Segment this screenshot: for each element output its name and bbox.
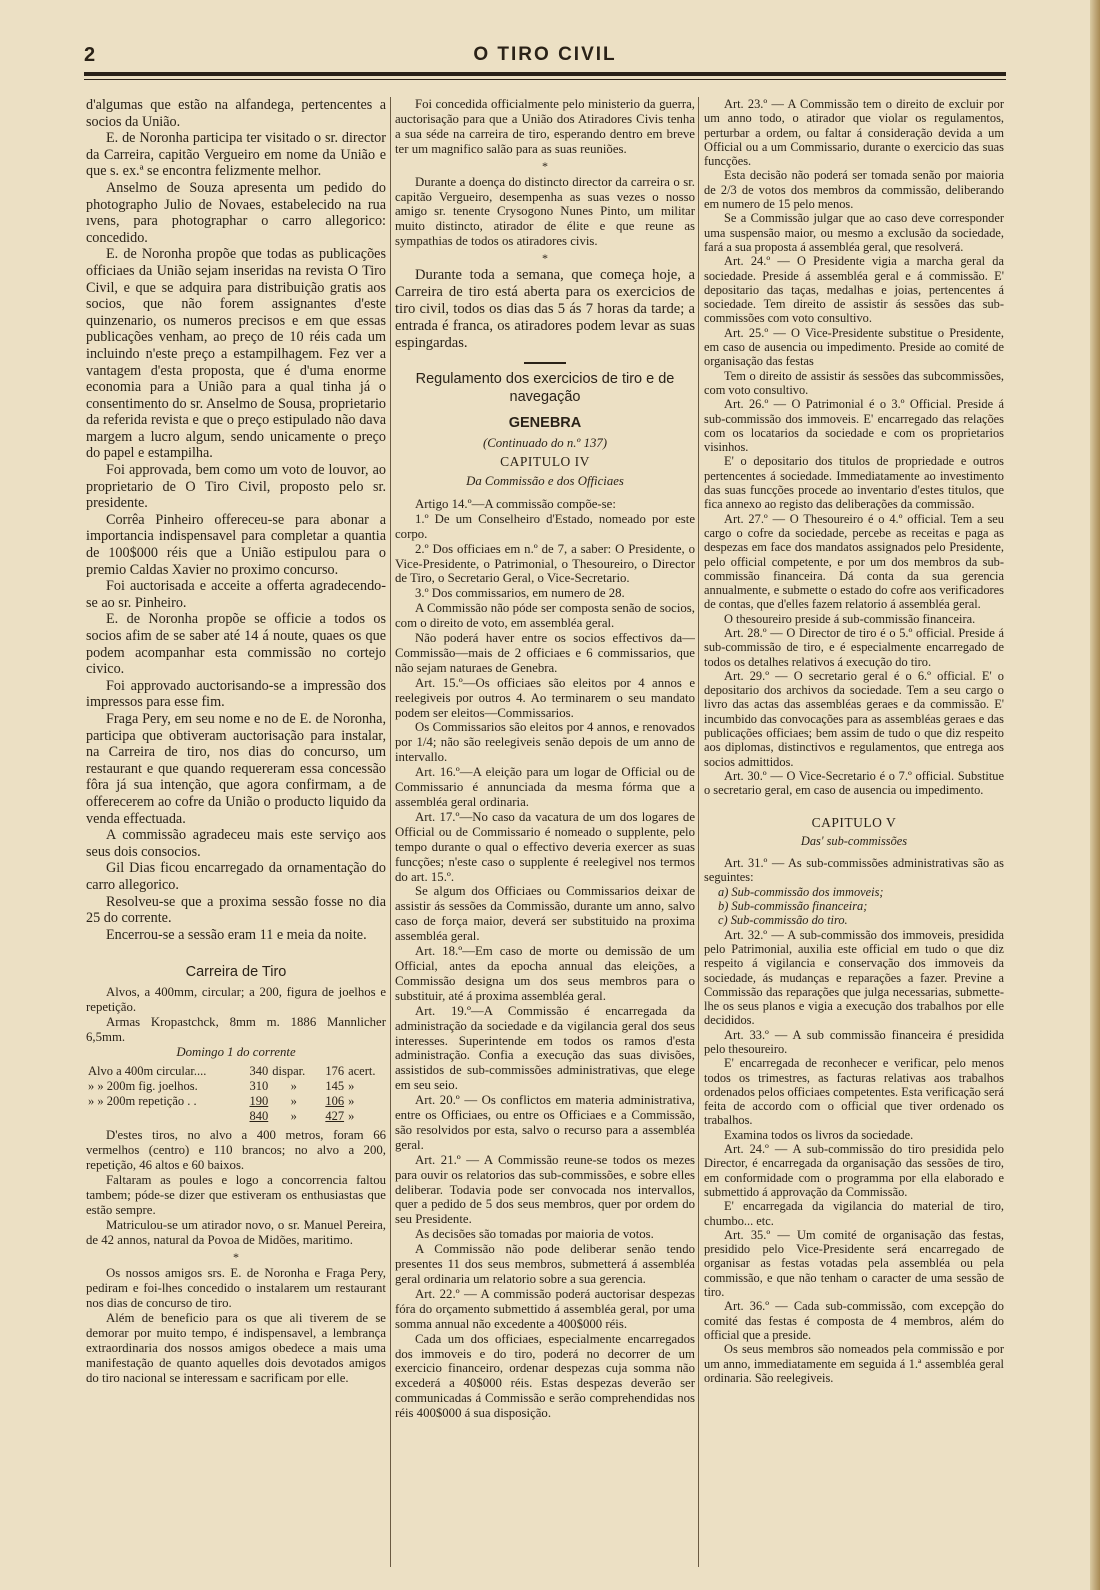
header-rule-thin xyxy=(84,79,1006,80)
paragraph: Cada um dos officiaes, especialmente encarregados dos immoveis e do tiro, poderá no decorrer de um exercicio financeiro, ordenar despezas cuja somma não excederá a 40$000 réis. Estas despezas deverão ser communicadas á Commissão e serão comprehendidas nos réis 400$000 á sua disposição. xyxy=(395,1331,695,1421)
table-cell: 145 xyxy=(325,1079,345,1094)
masthead-title: O TIRO CIVIL xyxy=(473,44,617,65)
column-1 xyxy=(86,97,386,1577)
paragraph: Esta decisão não poderá ser tomada senão por maioria de 2/3 de votos dos membros da commissão, deliberando em numero de 15 pelo menos. xyxy=(704,168,1004,212)
paragraph: Não poderá haver entre os socios effectivos da—Commissão—mais de 2 officiaes e 6 commissarios, que não sejam naturaes de Genebra. xyxy=(395,631,695,675)
table-cell: 427 xyxy=(325,1109,345,1124)
paragraph: Matriculou-se um atirador novo, o sr. Manuel Pereira, de 42 annos, natural da Povoa de Midões, maritimo. xyxy=(86,1218,386,1248)
paragraph: Art. 33.º — A sub commissão financeira é presidida pelo thesoureiro. xyxy=(704,1027,1004,1056)
score-table xyxy=(86,1064,386,1124)
paragraph: Art. 27.º — O Thesoureiro é o 4.º official. Tem a seu cargo o cofre da sociedade, percebe as receitas e paga as despezas em face dos mandatos assignados pelo Presidente, pelo official competente, e por um dos membros da sub-commissão financeira. Dá conta da sua gerencia annualmente, e submette o estado do cofre aos verificadores de contas, que d'elles fazem relatorio á assembléa geral. xyxy=(704,511,1004,612)
paragraph: Durante toda a semana, que começa hoje, a Carreira de tiro está aberta para os exercicios de tiro civil, todos os dias das 5 ás 7 horas da tarde; a entrada é franca, os atiradores podem levar as suas espingardas. xyxy=(395,267,695,352)
list-item: a) Sub-commissão dos immoveis; xyxy=(718,884,884,899)
table-cell: » xyxy=(348,1094,355,1109)
table-cell: acert. xyxy=(348,1064,376,1079)
paragraph: Art. 28.º — O Director de tiro é o 5.º official. Preside á sub-commissão de tiro, e é especialmente encarregado de todos os detalhes relativos á execução do tiro. xyxy=(704,625,1004,669)
list-item: c) Sub-commissão do tiro. xyxy=(718,913,848,928)
paragraph: Art. 19.º—A Commissão é encarregada da administração da sociedade e da vigilancia geral dos seus interesses. Superintende em todos os ramos d'esta administração. Confia a execução das suas divisões, assistidos de sub-commissões administrativas, que elege em seu seio. xyxy=(395,1003,695,1093)
regulation-city: GENEBRA xyxy=(508,415,582,432)
paragraph: O thesoureiro preside á sub-commissão financeira. xyxy=(724,611,976,626)
date-line: Domingo 1 do corrente xyxy=(176,1045,296,1060)
paragraph: D'estes tiros, no alvo a 400 metros, foram 66 vermelhos (centro) e 110 brancos; no alvo a 200, repetição, 46 altos e 60 baixos. xyxy=(86,1128,386,1173)
table-cell: » xyxy=(290,1079,297,1094)
paragraph: Durante a doença do distincto director da carreira o sr. capitão Vergueiro, desempenha as suas vezes o nosso amigo sr. tenente Crysogono Nunes Pinto, um militar muito distincto, atirador de élite e que reune as sympathias de todos os atiradores civis. xyxy=(395,174,695,249)
chapter-subheading: Das' sub-commissões xyxy=(800,833,908,848)
column-divider-2 xyxy=(698,97,699,1567)
paragraph: Art. 32.º — A sub-commissão dos immoveis, presidida pelo Patrimonial, auxilia este official em tudo o que diz respeito á vigilancia e conservação dos immoveis da sociedade, ás mudanças e reparações a fazer. Previne a Commissão das reparações que julga necessarias, submette-lhe os seus planos e vigia a execução dos trabalhos por elle decididos. xyxy=(704,927,1004,1028)
paragraph: Foi auctorisada e acceite a offerta agradecendo-se ao sr. Pinheiro. xyxy=(86,578,386,611)
chapter-subheading: Da Commissão e dos Officiaes xyxy=(466,473,624,488)
paragraph: As decisões são tomadas por maioria de votos. xyxy=(415,1227,654,1242)
paragraph: Resolveu-se que a proxima sessão fosse no dia 25 do corrente. xyxy=(86,893,386,927)
paragraph: Art. 24.º — A sub-commissão do tiro presidida pelo Director, é encarregada da organisação das sessões de tiro, em conformidade com o programma por ella elaborado e submettido á approvação da Commissão. xyxy=(704,1142,1004,1199)
paragraph: Art. 22.º — A commissão poderá auctorisar despezas fóra do orçamento submettido á assembléa geral, por uma somma annual não excedente a 400$000 réis. xyxy=(395,1286,695,1331)
paragraph: 3.º Dos commissarios, em numero de 28. xyxy=(415,586,625,601)
paragraph: Examina todos os livros da sociedade. xyxy=(724,1127,914,1142)
paragraph: E. de Noronha propõe que todas as publicações officiaes da União sejam inseridas na revista O Tiro Civil, e que se adquira para distribuição gratis aos socios, que não forem assignantes d'este quinzenario, os numeros precisos e em que essas publicações venham, ao preço de 10 réis cada um incluindo n'este preço a estampilhagem. Fez ver a vantagem d'esta proposta, que é d'uma enorme economia para a União para a qual tinha já o consentimento do sr. Anselmo de Sousa, proprietario da referida revista e que o preço estipulado não dava margem a lucro algum, sendo unicamente o preço do papel e estampilha. xyxy=(86,246,386,462)
table-cell: » xyxy=(290,1109,297,1124)
paragraph: Se a Commissão julgar que ao caso deve corresponder uma suspensão maior, ou mesmo a exclusão da sociedade, fará a sua proposta á assembléa geral, que resolverá. xyxy=(704,211,1004,254)
paragraph: Art. 30.º — O Vice-Secretario é o 7.º official. Substitue o secretario geral, em caso de ausencia ou impedimento. xyxy=(704,768,1004,798)
paragraph: Foi concedida officialmente pelo ministerio da guerra, auctorisação para que a União dos Atiradores Civis tenha a sua séde na carreira de tiro, esperando dentro em breve ter um magnifico salão para as suas reuniões. xyxy=(395,97,695,156)
paragraph: Art. 18.º—Em caso de morte ou demissão de um Official, antes da epocha annual das eleições, a Commissão designa um dos seus membros para o substituir, até á proxima assembléa geral. xyxy=(395,944,695,1003)
paragraph: Foi approvado auctorisando-se a impressão dos impressos para esse fim. xyxy=(86,677,386,711)
list-item: b) Sub-commissão financeira; xyxy=(718,899,868,914)
table-row xyxy=(86,1079,386,1094)
chapter-heading: CAPITULO IV xyxy=(500,454,590,470)
table-cell xyxy=(86,1109,241,1124)
paragraph: Art. 21.º — A Commissão reune-se todos os mezes para ouvir os relatorios das sub-commissões, e sobre elles deliberar. Todavia pode ser convocada nos intervallos, quer a pedido de 5 dos seus membros, quer por ordem do seu Presidente. xyxy=(395,1152,695,1227)
table-cell: 190 xyxy=(249,1094,269,1109)
paragraph: A Commissão não póde ser composta senão de socios, com o direito de voto, em assembléa geral. xyxy=(395,601,695,631)
paragraph: Alvos, a 400mm, circular; a 200, figura de joelhos e repetição. xyxy=(86,985,386,1015)
paragraph: Anselmo de Souza apresenta um pedido do photographo Julio de Novaes, estabelecido na rua ıvens, para photographar o carro allegorico: concedido. xyxy=(86,179,386,246)
section-title-carreira: Carreira de Tiro xyxy=(185,964,287,981)
column-2 xyxy=(395,97,695,1577)
paragraph: 1.º De um Conselheiro d'Estado, nomeado por este corpo. xyxy=(395,511,695,541)
paragraph: E' encarregada da vigilancia do material de tiro, chumbo... etc. xyxy=(704,1199,1004,1228)
paragraph: Art. 26.º — O Patrimonial é o 3.º Official. Preside á sub-commissão dos immoveis. E' encarregado das relações com os locatarios da sociedade e com os proprietarios visinhos. xyxy=(704,397,1004,455)
table-row xyxy=(86,1064,386,1079)
paragraph: Art. 25.º — O Vice-Presidente substitue o Presidente, em caso de ausencia ou impedimento. Preside ao comité de organisação das festas xyxy=(704,325,1004,369)
paragraph: Se algum dos Officiaes ou Commissarios deixar de assistir ás sessões da Commissão, durante um anno, salvo caso de força maior, deverá ser substituido na proxima assembléa geral. xyxy=(395,884,695,944)
table-cell: » xyxy=(348,1079,355,1094)
paragraph: Os seus membros são nomeados pela commissão e por um anno, immediatamente em seguida á 1.ª assembléa geral ordinaria. São reelegiveis. xyxy=(704,1342,1004,1385)
table-cell: 310 xyxy=(249,1079,269,1094)
paragraph: Encerrou-se a sessão eram 11 e meia da noite. xyxy=(106,926,367,943)
paragraph: E' o depositario dos titulos de propriedade e outros pertencentes á sociedade. Immediatamente ao investimento das suas funcções procede ao inventario d'estes titulos, que fica annexo ao registo das deliberações da commissão. xyxy=(704,454,1004,512)
paragraph: Além de beneficio para os que ali tiverem de se demorar por muito tempo, é indispensavel, a lembrança extraordinaria dos nossos amigos obedece a mais uma manifestação de quanto aquelles dois devotados amigos do tiro nacional se interessam e sacrificam por elle. xyxy=(86,1311,386,1386)
paragraph: E. de Noronha propõe se officie a todos os socios afim de se saber até 14 á noute, quaes os que podem acompanhar esta commissão no cortejo civico. xyxy=(86,611,386,678)
paragraph: Art. 15.º—Os officiaes são eleitos por 4 annos e reelegiveis por outros 4. Ao terminarem o seu mandato podem ser eleitos—Commissarios. xyxy=(395,675,695,720)
regulation-title: Regulamento dos exercicios de tiro e de navegação xyxy=(415,371,675,406)
paragraph: Os nossos amigos srs. E. de Noronha e Fraga Pery, pediram e foi-lhes concedido o instalarem um restaurant nos dias de concurso de tiro. xyxy=(86,1266,386,1311)
table-cell: 176 xyxy=(325,1064,345,1079)
table-row xyxy=(86,1094,386,1109)
table-cell: dispar. xyxy=(272,1064,306,1079)
section-rule xyxy=(524,362,566,364)
paragraph: Gil Dias ficou encarregado da ornamentação do carro allegorico. xyxy=(86,860,386,893)
separator-asterisk: * xyxy=(542,251,548,266)
paragraph: d'algumas que estão na alfandega, pertencentes a socios da União. xyxy=(86,97,386,130)
separator-asterisk: * xyxy=(233,1250,239,1265)
table-cell: » xyxy=(348,1109,355,1124)
paragraph: Art. 24.º — O Presidente vigia a marcha geral da sociedade. Preside á assembléa geral e á commissão. E' depositario das taças, medalhas e joias, pertencentes á sociedade. Tem direito de assistir ás sessões das sub-commissões com voto consultivo. xyxy=(704,254,1004,326)
paragraph: Faltaram as poules e logo a concorrencia faltou tambem; póde-se dizer que estiveram os enthusiastas que estão sempre. xyxy=(86,1173,386,1218)
paragraph: Art. 16.º—A eleição para um logar de Official ou de Commissario é annunciada da mesma fórma que a assembléa geral ordinaria. xyxy=(395,765,695,809)
paragraph: Armas Kropastchck, 8mm m. 1886 Mannlicher 6,5mm. xyxy=(86,1015,386,1045)
paragraph: Foi approvada, bem como um voto de louvor, ao proprietario de O Tiro Civil, proposto pelo sr. presidente. xyxy=(86,462,386,512)
column-3 xyxy=(704,97,1004,1577)
table-cell: 840 xyxy=(249,1109,269,1124)
paragraph: Tem o direito de assistir ás sessões das subcommissões, com voto consultivo. xyxy=(704,368,1004,397)
paragraph: E. de Noronha participa ter visitado o sr. director da Carreira, capitão Vergueiro em nome da União e que s. ex.ª se encontra felizmente melhor. xyxy=(86,130,386,180)
table-cell: » xyxy=(290,1094,297,1109)
paragraph: Art. 23.º — A Commissão tem o direito de excluir por um anno todo, o atirador que violar os regulamentos, perturbar a ordem, ou faltar á consideração devida a um Official ou a um Commissario, durante o exercicio das suas funcções. xyxy=(704,97,1004,169)
table-row xyxy=(86,1109,386,1124)
paragraph: Fraga Pery, em seu nome e no de E. de Noronha, participa que obtiveram auctorisação para instalar, na Carreira de tiro, nos dias do concurso, um restaurant e que quando requereram essa concessão fôra já sua intenção, que agora confirmam, a de offerecerem ao cofre da União o producto liquido da venda effectuada. xyxy=(86,710,386,827)
table-cell: Alvo a 400m circular.... xyxy=(88,1064,207,1079)
table-cell: 340 xyxy=(249,1064,269,1079)
paragraph: Artigo 14.º—A commissão compõe-se: xyxy=(415,496,616,511)
table-cell: » » 200m repetição . . xyxy=(88,1094,197,1109)
header-rule-thick xyxy=(84,72,1006,76)
paragraph: Os Commissarios são eleitos por 4 annos, e renovados por 1/4; não são reelegiveis senão depois de um anno de intervallo. xyxy=(395,720,695,765)
separator-asterisk: * xyxy=(542,158,548,173)
column-divider-1 xyxy=(390,97,391,1567)
paragraph: 2.º Dos officiaes em n.º de 7, a saber: O Presidente, o Vice-Presidente, o Patrimonial, o Thesoureiro, o Director de Tiro, o Secretario Geral, o Vice-Secretario. xyxy=(395,541,695,586)
page-number: 2 xyxy=(84,44,96,66)
paragraph: Art. 20.º — Os conflictos em materia administrativa, entre os Officiaes, ou entre os Officiaes e a Commissão, são resolvidos por esta, salvo o recurso para a assembléa geral. xyxy=(395,1093,695,1152)
paragraph: Corrêa Pinheiro offereceu-se para abonar a importancia indispensavel para completar a quantia de 100$000 réis que a União estipulou para o premio Caldas Xavier no proximo concurso. xyxy=(86,511,386,578)
paragraph: E' encarregada de reconhecer e verificar, pelo menos todos os trimestres, as facturas relativas aos trabalhos ordenados pelos officiaes competentes. Esta verificação será feita de accordo com o official que tiver ordenado os trabalhos. xyxy=(704,1056,1004,1128)
paragraph: A Commissão não pode deliberar senão tendo presentes 11 dos seus membros, submetterá á assembléa geral ordinaria um relatorio sobre a sua gerencia. xyxy=(395,1242,695,1286)
paragraph: A commissão agradeceu mais este serviço aos seus dois consocios. xyxy=(86,827,386,860)
paragraph: Art. 36.º — Cada sub-commissão, com excepção do comité das festas é composta de 4 membros, além do official que a preside. xyxy=(704,1299,1004,1342)
page-header xyxy=(84,40,1006,76)
page-edge xyxy=(1090,0,1100,1590)
continued-note: (Continuado do n.º 137) xyxy=(482,436,608,451)
chapter-heading: CAPITULO V xyxy=(811,814,897,830)
paragraph: Art. 31.º — As sub-commissões administrativas são as seguintes: xyxy=(704,856,1004,885)
table-cell: 106 xyxy=(325,1094,345,1109)
paragraph: Art. 29.º — O secretario geral é o 6.º official. E' o depositario dos archivos da sociedade. Tem a seu cargo o livro das actas das assembléas geraes e da commissão. E' incumbido das convocações para as assembléas geraes e das publicações officiaes; bem assim de tudo o que diz respeito aos diplomas, distinctivos e regulamentos, que entrega aos socios admittidos. xyxy=(704,668,1004,769)
paragraph: Art. 17.º—No caso da vacatura de um dos logares de Official ou de Commissario é nomeado o supplente, pelo tempo durante o qual o effectivo deveria exercer as suas funcções; n'este caso o supplente é reelegivel nos termos do art. 15.º. xyxy=(395,809,695,884)
paragraph: Art. 35.º — Um comité de organisação das festas, presidido pelo Vice-Presidente será encarregado de organisar as festas votadas pela assembléa ou pela commissão, e que não tenham o caracter de uma sessão de tiro. xyxy=(704,1227,1004,1300)
table-cell: » » 200m fig. joelhos. xyxy=(88,1079,198,1094)
